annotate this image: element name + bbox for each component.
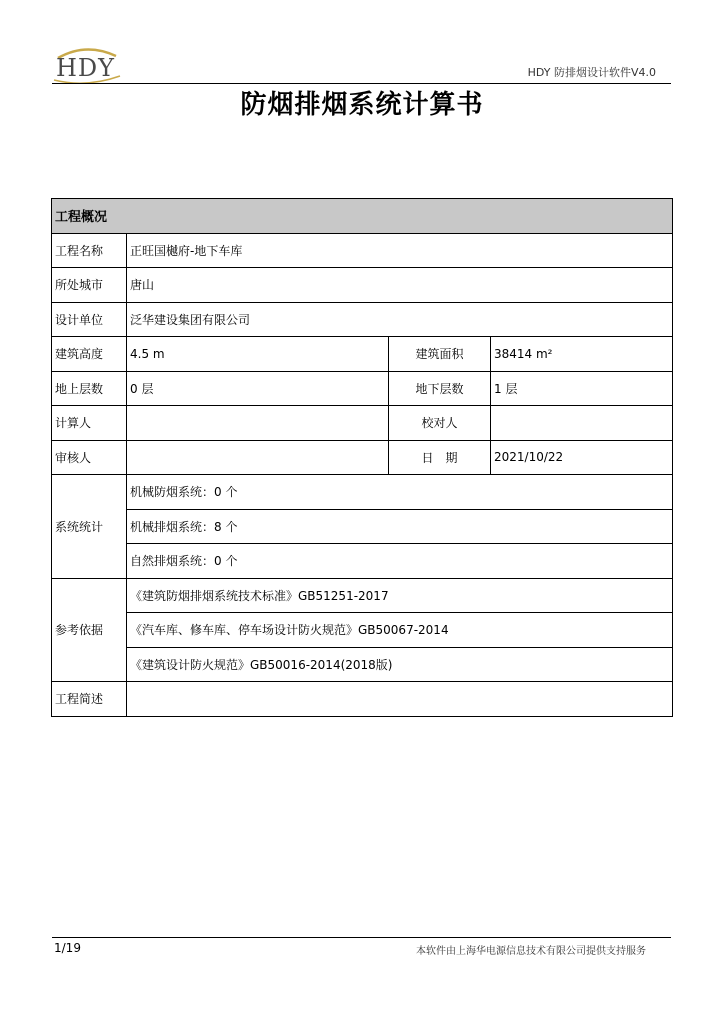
footer-divider xyxy=(52,937,671,938)
project-name-label: 工程名称 xyxy=(52,233,127,268)
software-name: HDY 防排烟设计软件V4.0 xyxy=(527,66,656,79)
height-value: 4.5 m xyxy=(127,337,389,372)
table-row xyxy=(52,682,673,717)
table-row xyxy=(52,371,673,406)
project-name-value: 正旺国樾府-地下车库 xyxy=(127,233,673,268)
table-row xyxy=(52,613,673,648)
above-floors-value: 0 层 xyxy=(127,371,389,406)
ref-gb50067: 《汽车库、修车库、停车场设计防火规范》GB50067-2014 xyxy=(127,613,673,648)
document-title: 防烟排烟系统计算书 xyxy=(240,90,484,120)
table-row xyxy=(52,578,673,613)
stats-mechanical-smoke-prevention: 机械防烟系统：0 个 xyxy=(127,475,673,510)
section-title: 工程概况 xyxy=(52,199,673,234)
ref-gb51251: 《建筑防烟排烟系统技术标准》GB51251-2017 xyxy=(127,578,673,613)
section-header-row xyxy=(52,199,673,234)
stats-mechanical-smoke-exhaust: 机械排烟系统：8 个 xyxy=(127,509,673,544)
city-label: 所处城市 xyxy=(52,268,127,303)
below-floors-value: 1 层 xyxy=(491,371,673,406)
height-label: 建筑高度 xyxy=(52,337,127,372)
reviewer-label: 审核人 xyxy=(52,440,127,475)
description-label: 工程简述 xyxy=(52,682,127,717)
table-row xyxy=(52,302,673,337)
logo-text: HDY xyxy=(56,54,116,82)
table-row xyxy=(52,233,673,268)
refs-label: 参考依据 xyxy=(52,578,127,682)
table-row xyxy=(52,647,673,682)
table-row xyxy=(52,337,673,372)
calculator-value xyxy=(127,406,389,441)
area-label: 建筑面积 xyxy=(389,337,491,372)
below-floors-label: 地下层数 xyxy=(389,371,491,406)
checker-label: 校对人 xyxy=(389,406,491,441)
table-row xyxy=(52,406,673,441)
date-value: 2021/10/22 xyxy=(491,440,673,475)
table-row xyxy=(52,475,673,510)
hdy-logo xyxy=(50,44,122,84)
date-label: 日 期 xyxy=(389,440,491,475)
calculator-label: 计算人 xyxy=(52,406,127,441)
checker-value xyxy=(491,406,673,441)
table-row xyxy=(52,509,673,544)
city-value: 唐山 xyxy=(127,268,673,303)
stats-natural-smoke-exhaust: 自然排烟系统：0 个 xyxy=(127,544,673,579)
stats-label: 系统统计 xyxy=(52,475,127,579)
project-overview-table xyxy=(51,198,673,717)
provider-note: 本软件由上海华电源信息技术有限公司提供支持服务 xyxy=(416,946,646,957)
design-unit-value: 泛华建设集团有限公司 xyxy=(127,302,673,337)
above-floors-label: 地上层数 xyxy=(52,371,127,406)
page-number: 1/19 xyxy=(54,941,81,955)
table-row xyxy=(52,544,673,579)
table-row xyxy=(52,268,673,303)
design-unit-label: 设计单位 xyxy=(52,302,127,337)
reviewer-value xyxy=(127,440,389,475)
table-row xyxy=(52,440,673,475)
description-value xyxy=(127,682,673,717)
ref-gb50016: 《建筑设计防火规范》GB50016-2014(2018版) xyxy=(127,647,673,682)
area-value: 38414 m² xyxy=(491,337,673,372)
